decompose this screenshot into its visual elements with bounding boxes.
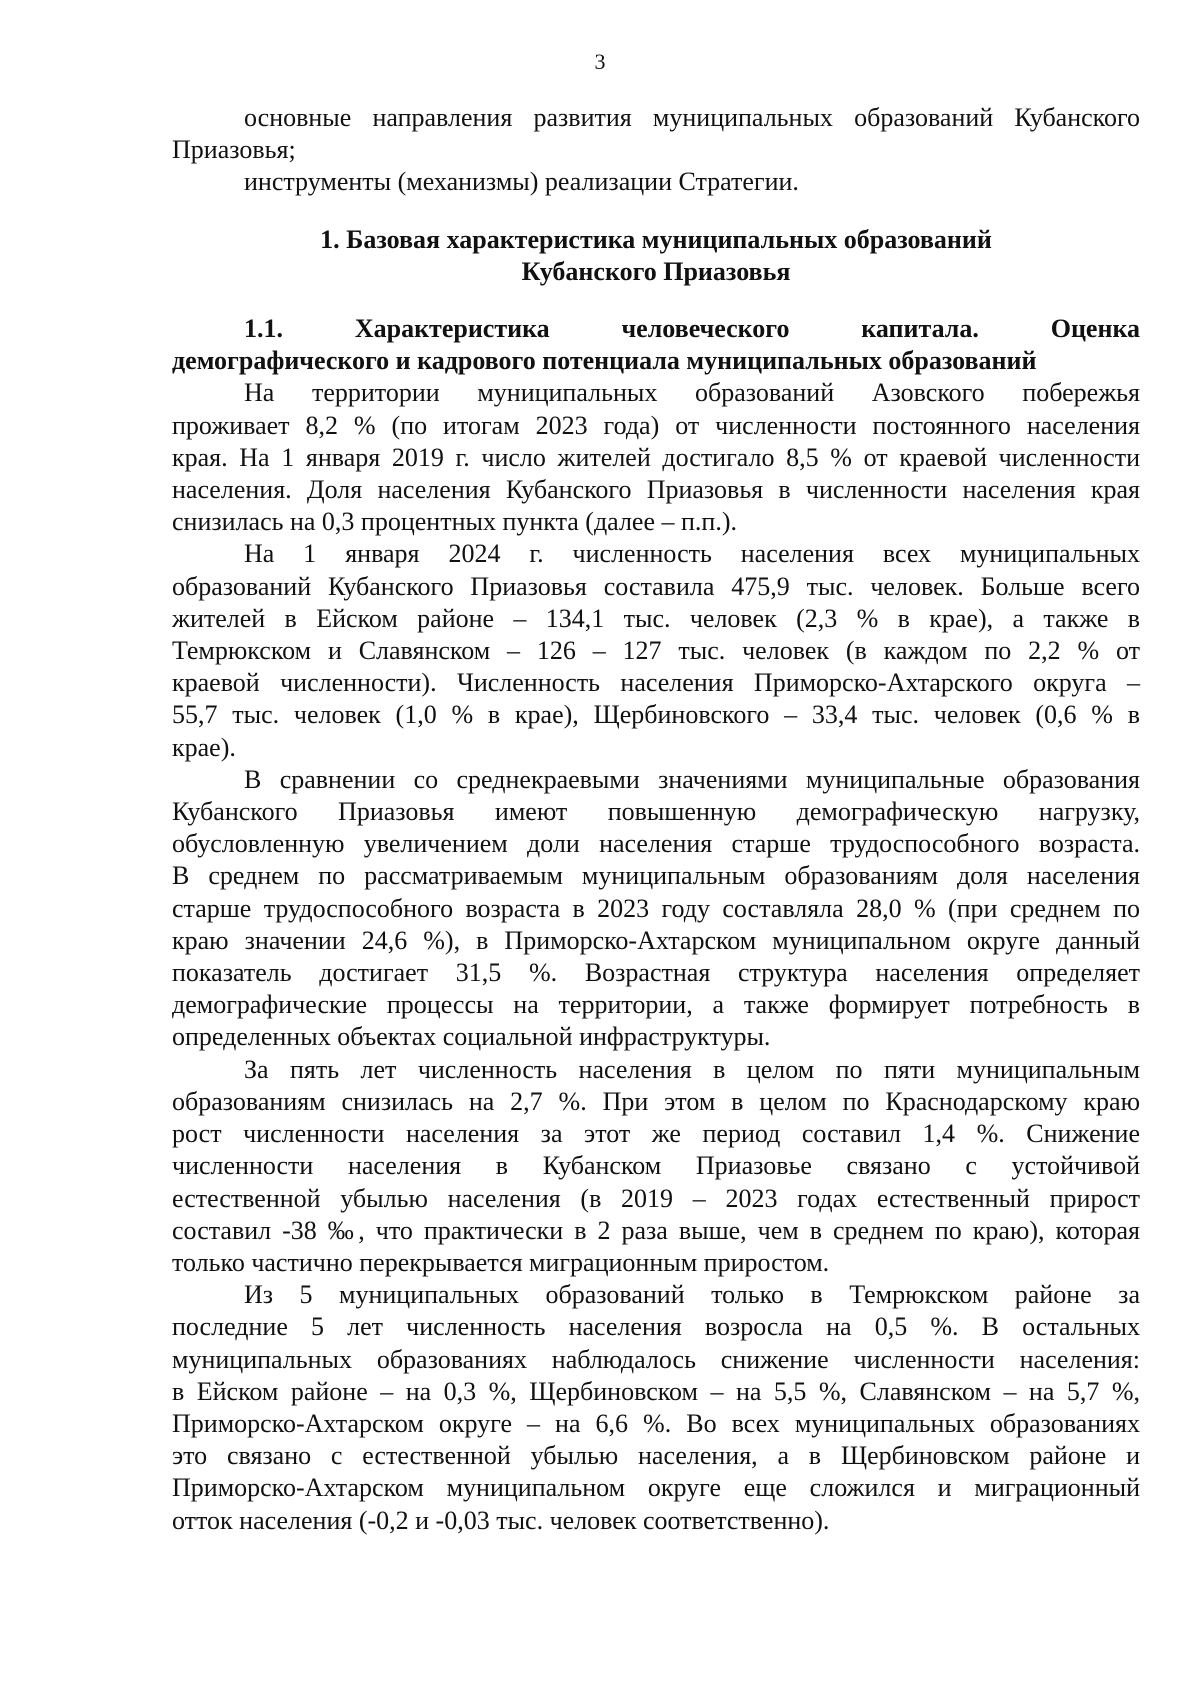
paragraph-line: крае). bbox=[172, 732, 236, 762]
paragraph bbox=[172, 1054, 1140, 1279]
paragraph-line: демографические процессы на территории, а также формирует потребность в bbox=[172, 990, 1140, 1020]
paragraph-line: обусловленную увеличением доли населения старше трудоспособного возраста. bbox=[172, 829, 1140, 859]
subsection-word: человеческого bbox=[621, 314, 790, 344]
paragraph-line: краевой численности). Численность населения Приморско-Ахтарского округа – bbox=[172, 668, 1140, 698]
paragraph-line: образований Кубанского Приазовья составила 475,9 тыс. человек. Больше всего bbox=[172, 571, 1140, 601]
paragraph-line: Приморско-Ахтарском муниципальном округе еще сложился и миграционный bbox=[172, 1473, 1140, 1503]
paragraph-line: 55,7 тыс. человек (1,0 % в крае), Щербиновского – 33,4 тыс. человек (0,6 % в bbox=[172, 700, 1140, 730]
paragraph-line: проживает 8,2 % (по итогам 2023 года) от численности постоянного населения bbox=[172, 410, 1140, 440]
paragraph-line: В среднем по рассматриваемым муниципальным образованиям доля населения bbox=[172, 861, 1140, 891]
paragraph-line: в Ейском районе – на 0,3 %, Щербиновском – на 5,5 %, Славянском – на 5,7 %, bbox=[172, 1376, 1140, 1406]
section-title-line: Кубанского Приазовья bbox=[521, 256, 791, 286]
paragraph-line: Кубанского Приазовья имеют повышенную демографическую нагрузку, bbox=[172, 797, 1140, 827]
paragraph-line: За пять лет численность населения в целом по пяти муниципальным bbox=[244, 1054, 1140, 1084]
paragraph-line: отток населения (-0,2 и -0,03 тыс. человек соответственно). bbox=[172, 1505, 830, 1535]
paragraph-line: Из 5 муниципальных образований только в Темрюкском районе за bbox=[244, 1280, 1140, 1310]
subsection-title-line: демографического и кадрового потенциала муниципальных образований bbox=[172, 346, 1037, 376]
subsection-title-line bbox=[172, 313, 1140, 345]
paragraph-line: жителей в Ейском районе – 134,1 тыс. человек (2,3 % в крае), а также в bbox=[172, 603, 1140, 633]
paragraph-line: Темрюкском и Славянском – 126 – 127 тыс. человек (в каждом по 2,2 % от bbox=[172, 636, 1140, 666]
intro-line: основные направления развития муниципальных образований Кубанского bbox=[244, 103, 1140, 132]
section-title-line: 1. Базовая характеристика муниципальных образований bbox=[320, 224, 992, 254]
paragraph-line: рост численности населения за этот же период составил 1,4 %. Снижение bbox=[172, 1119, 1140, 1149]
paragraph bbox=[172, 764, 1140, 1054]
document-body bbox=[172, 102, 1140, 1537]
paragraph-line: показатель достигает 31,5 %. Возрастная структура населения определяет bbox=[172, 958, 1140, 988]
subsection-word: Оценка bbox=[1050, 314, 1141, 344]
paragraph-line: На территории муниципальных образований Азовского побережья bbox=[244, 378, 1140, 408]
subsection-word: капитала. bbox=[861, 314, 979, 344]
intro-line: инструменты (механизмы) реализации Стратегии. bbox=[244, 167, 799, 197]
section-title bbox=[172, 224, 1140, 288]
paragraph-line: В сравнении со среднекраевыми значениями муниципальные образования bbox=[244, 764, 1140, 794]
paragraph-line: определенных объектах социальной инфраструктуры. bbox=[172, 1022, 771, 1052]
paragraph-line: составил -38 ‰, что практически в 2 раза выше, чем в среднем по краю), которая bbox=[172, 1215, 1140, 1245]
paragraph-line: численности населения в Кубанском Приазовье связано с устойчивой bbox=[172, 1151, 1140, 1181]
page-number: 3 bbox=[594, 49, 606, 74]
paragraph-line: старше трудоспособного возраста в 2023 году составляла 28,0 % (при среднем по bbox=[172, 893, 1140, 923]
paragraph-line: естественной убылью населения (в 2019 – 2023 годах естественный прирост bbox=[172, 1183, 1140, 1213]
paragraph-line: населения. Доля населения Кубанского Приазовья в численности населения края bbox=[172, 475, 1140, 505]
paragraph-line: образованиям снизилась на 2,7 %. При этом в целом по Краснодарскому краю bbox=[172, 1086, 1140, 1116]
paragraph bbox=[172, 538, 1140, 763]
paragraph-line: На 1 января 2024 г. численность населения всех муниципальных bbox=[244, 539, 1140, 569]
paragraph-line: края. На 1 января 2019 г. число жителей достигало 8,5 % от краевой численности bbox=[172, 442, 1140, 472]
paragraph-line: последние 5 лет численность населения возросла на 0,5 %. В остальных bbox=[172, 1312, 1140, 1342]
paragraph-line: Приморско-Ахтарском округе – на 6,6 %. Во всех муниципальных образованиях bbox=[172, 1408, 1140, 1438]
paragraph bbox=[172, 1279, 1140, 1537]
subsection-number: 1.1. bbox=[244, 314, 283, 344]
paragraph-line: муниципальных образованиях наблюдалось снижение численности населения: bbox=[172, 1344, 1140, 1374]
paragraph-line: снизилась на 0,3 процентных пункта (далее – п.п.). bbox=[172, 507, 737, 537]
subsection-word: Характеристика bbox=[354, 314, 550, 344]
paragraph bbox=[172, 377, 1140, 538]
intro-line: Приазовья; bbox=[172, 135, 296, 165]
paragraph-line: краю значении 24,6 %), в Приморско-Ахтарском муниципальном округе данный bbox=[172, 925, 1140, 955]
paragraph-line: только частично перекрывается миграционным приростом. bbox=[172, 1247, 830, 1277]
intro-block bbox=[172, 102, 1140, 199]
subsection-title bbox=[172, 313, 1140, 377]
paragraph-line: это связано с естественной убылью населения, а в Щербиновском районе и bbox=[172, 1441, 1140, 1471]
